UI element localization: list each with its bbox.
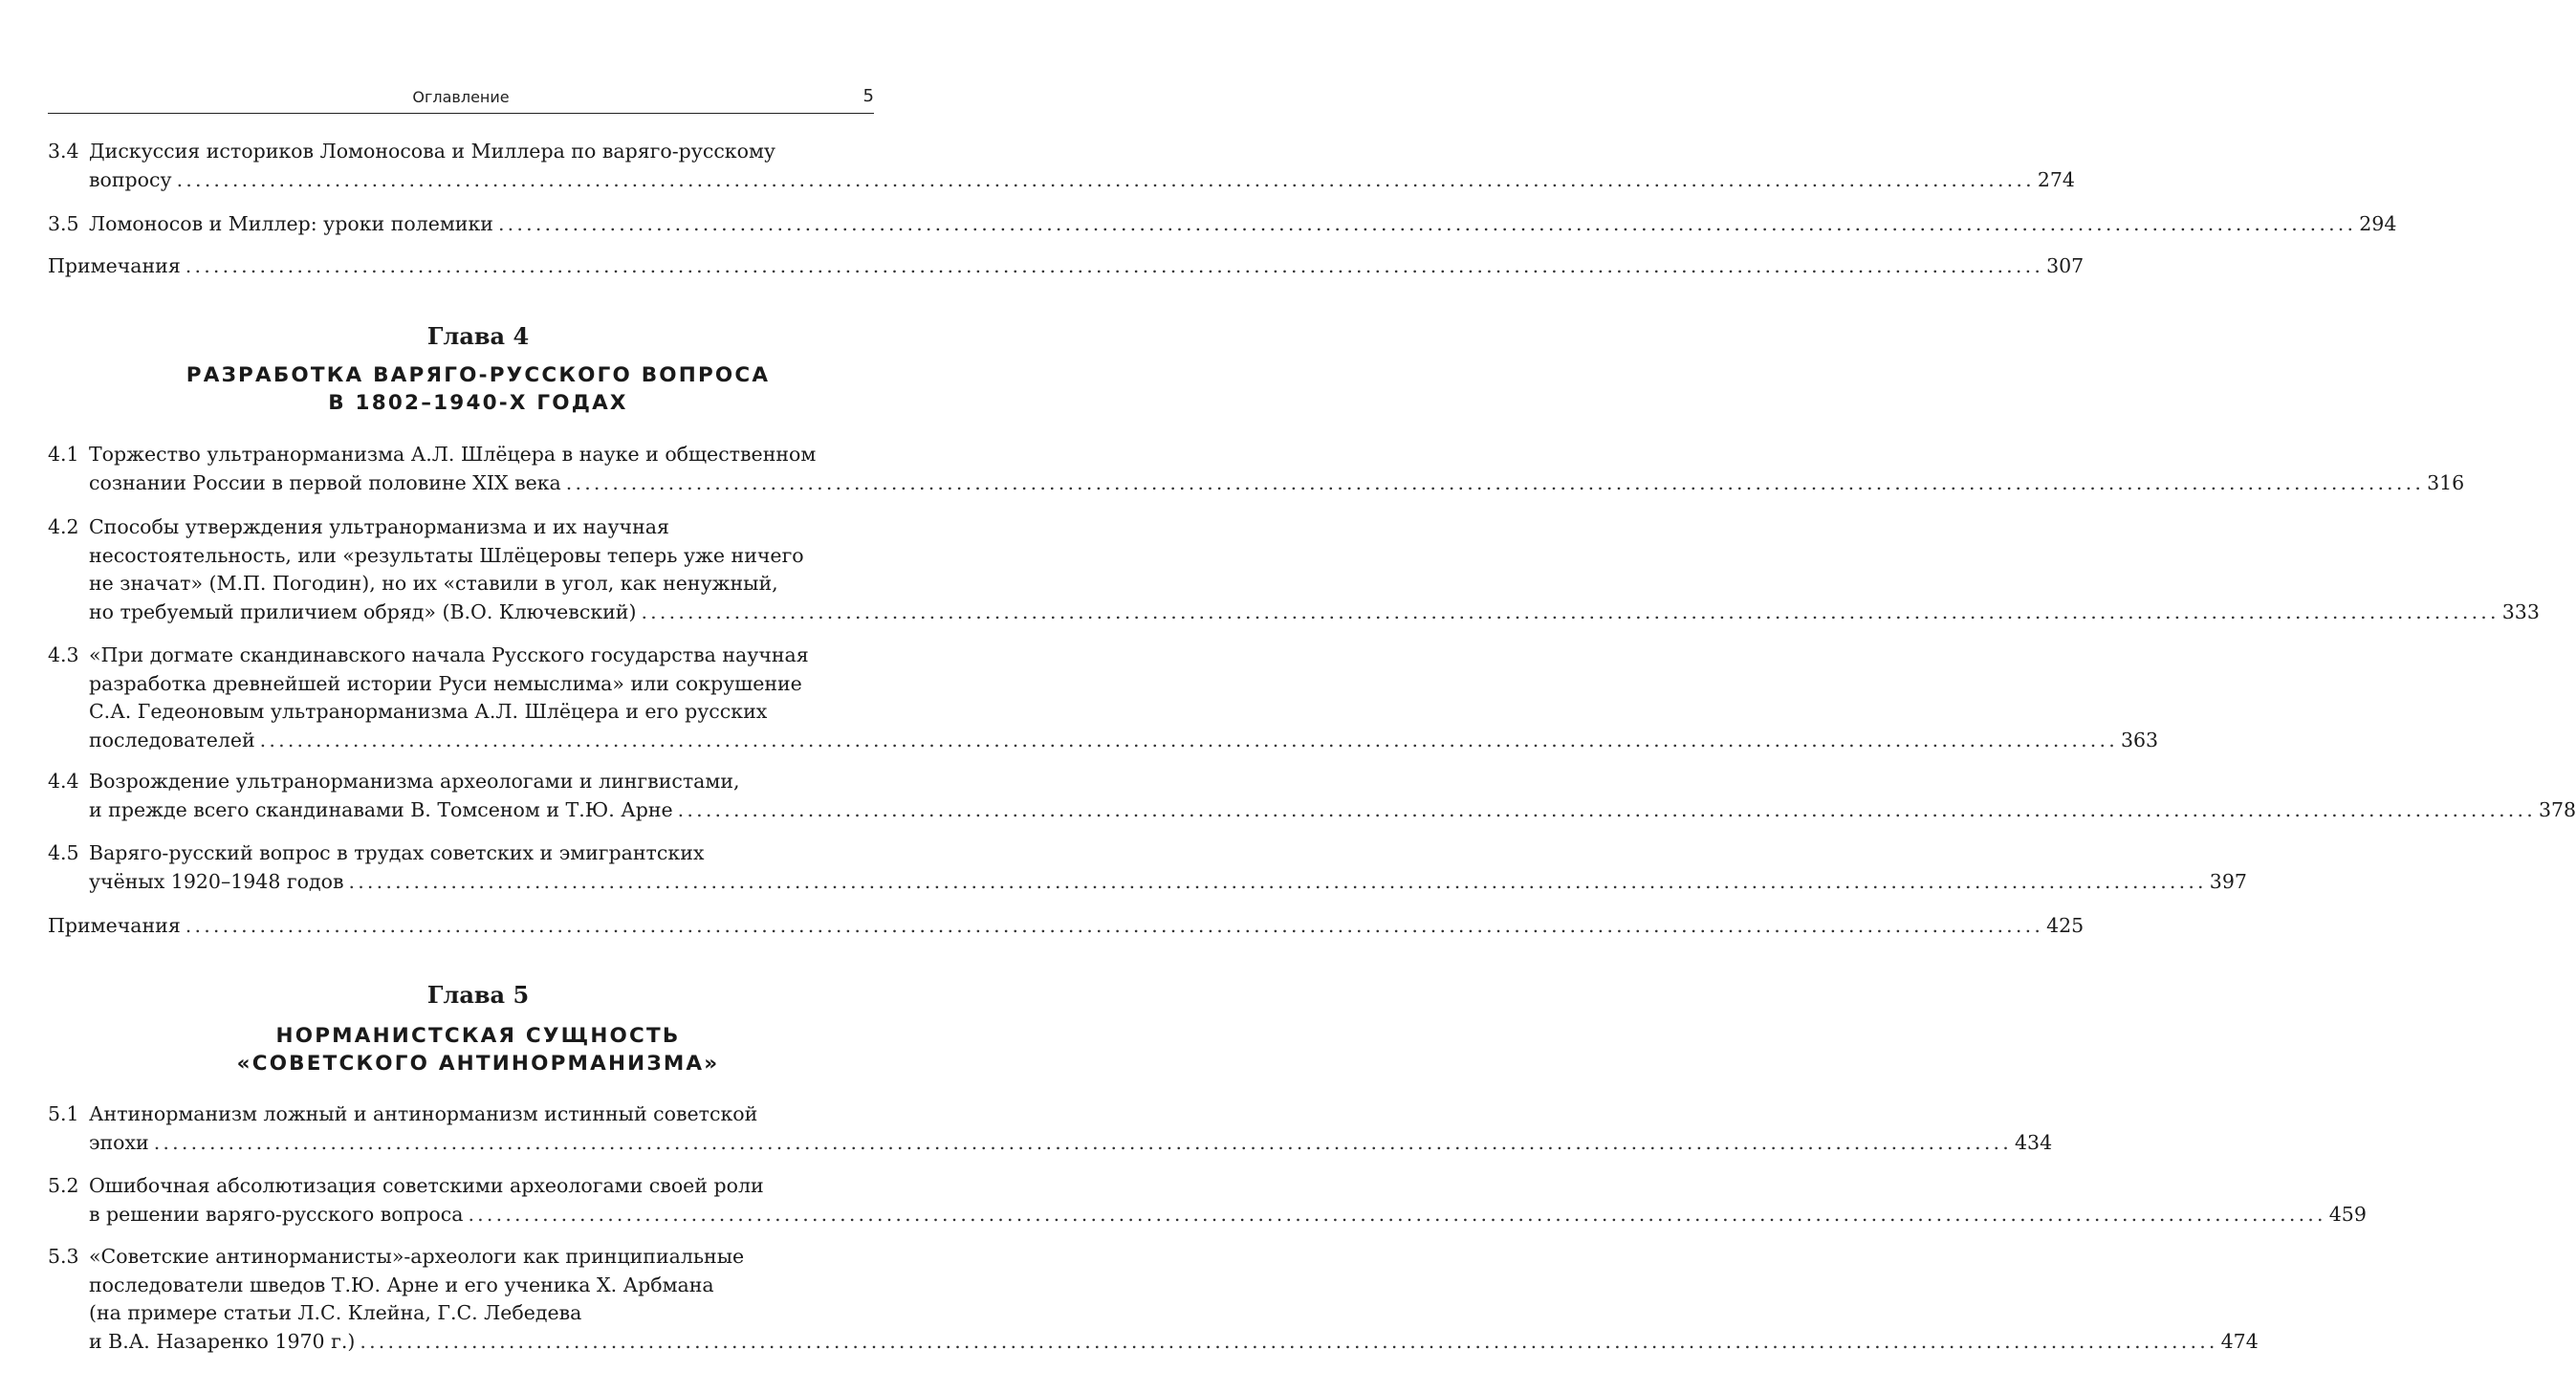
entry-number: 5.3 — [48, 1245, 79, 1268]
dot-leader: ........................................................................................................................................................................................................ — [185, 914, 2044, 937]
chapter-4-title — [0, 361, 956, 417]
running-head-title: Оглавление — [412, 88, 510, 106]
entry-last-line: сознании России в первой половине XIX века — [89, 470, 561, 494]
entry-number: 4.5 — [48, 841, 79, 864]
entry-page: 294 — [2359, 212, 2397, 235]
toc-entry-5-2[interactable] — [48, 1172, 2367, 1229]
dot-leader: ........................................................................................................................................................................................................ — [360, 1329, 2218, 1353]
dot-leader: ........................................................................................................................................................................................................ — [176, 167, 2035, 191]
chapter-title-line: РАЗРАБОТКА ВАРЯГО-РУССКОГО ВОПРОСА — [186, 363, 771, 387]
toc-entry-notes-3[interactable] — [48, 252, 2085, 281]
entry-line: не значат» (М.П. Погодин), но их «ставили в угол, как ненужный, — [89, 572, 778, 595]
chapter-4-label: Глава 4 — [426, 322, 530, 350]
chapter-title-line: В 1802–1940-Х ГОДАХ — [328, 391, 628, 415]
dot-leader: ........................................................................................................................................................................................................ — [185, 254, 2044, 277]
entry-line: «При догмате скандинавского начала Русского государства научная — [89, 643, 809, 666]
toc-entry-4-2[interactable] — [48, 513, 2540, 626]
entry-page: 397 — [2209, 869, 2247, 893]
dot-leader: ........................................................................................................................................................................................................ — [259, 728, 2118, 751]
entry-line: «Советские антинорманисты»-археологи как принципиальные — [89, 1245, 745, 1268]
entry-page: 316 — [2427, 470, 2465, 494]
entry-last-line: но требуемый приличием обряд» (В.О. Ключевский) — [89, 599, 637, 623]
entry-number: 3.5 — [48, 212, 79, 235]
chapter-title-line: НОРМАНИСТСКАЯ СУЩНОСТЬ — [275, 1024, 681, 1048]
entry-line: (на примере статьи Л.С. Клейна, Г.С. Лебедева — [89, 1301, 582, 1324]
entry-line: Дискуссия историков Ломоносова и Миллера по варяго-русскому — [89, 140, 775, 163]
entry-line: Возрождение ультранорманизма археологами и лингвистами, — [89, 770, 740, 793]
dot-leader: ........................................................................................................................................................................................................ — [153, 1130, 2012, 1154]
entry-page: 333 — [2501, 599, 2540, 623]
notes-page: 307 — [2046, 254, 2085, 277]
entry-number: 5.1 — [48, 1102, 79, 1125]
dot-leader: ........................................................................................................................................................................................................ — [348, 869, 2207, 893]
entry-line: Способы утверждения ультранорманизма и их научная — [89, 515, 669, 538]
entry-page: 434 — [2015, 1130, 2053, 1154]
entry-number: 3.4 — [48, 140, 79, 163]
entry-page: 459 — [2328, 1202, 2367, 1226]
entry-line: разработка древнейшей истории Руси немыслима» или сокрушение — [89, 671, 802, 695]
entry-last-line: вопросу — [89, 167, 172, 191]
entry-last-line: и В.А. Назаренко 1970 г.) — [89, 1329, 356, 1353]
toc-entry-notes-4[interactable] — [48, 912, 2085, 941]
entry-number: 4.2 — [48, 515, 79, 538]
entry-line: несостоятельность, или «результаты Шлёцеровы теперь уже ничего — [89, 543, 804, 567]
entry-last-line: учёных 1920–1948 годов — [89, 869, 344, 893]
dot-leader: ........................................................................................................................................................................................................ — [641, 599, 2500, 623]
entry-last-line: Ломоносов и Миллер: уроки полемики — [89, 212, 493, 235]
entry-line: последователи шведов Т.Ю. Арне и его ученика Х. Арбмана — [89, 1273, 714, 1296]
entry-number: 4.1 — [48, 443, 79, 466]
notes-label: Примечания — [48, 254, 181, 277]
toc-entry-4-4[interactable] — [48, 768, 2576, 824]
entry-line: Варяго-русский вопрос в трудах советских и эмигрантских — [89, 841, 705, 864]
entry-last-line: и прежде всего скандинавами В. Томсеном и Т.Ю. Арне — [89, 797, 673, 821]
toc-entry-3-5[interactable] — [48, 210, 2397, 239]
running-head — [48, 84, 874, 114]
notes-page: 425 — [2046, 914, 2085, 937]
dot-leader: ........................................................................................................................................................................................................ — [497, 212, 2357, 235]
entry-last-line: последователей — [89, 728, 255, 751]
entry-last-line: в решении варяго-русского вопроса — [89, 1202, 464, 1226]
entry-page: 274 — [2037, 167, 2075, 191]
entry-page: 378 — [2538, 797, 2576, 821]
entry-number: 5.2 — [48, 1174, 79, 1197]
entry-line: Торжество ультранорманизма А.Л. Шлёцера в науке и общественном — [89, 443, 817, 466]
entry-page: 474 — [2220, 1329, 2259, 1353]
entry-last-line: эпохи — [89, 1130, 149, 1154]
toc-entry-4-3[interactable] — [48, 642, 2159, 754]
dot-leader: ........................................................................................................................................................................................................ — [677, 797, 2536, 821]
entry-line: Ошибочная абсолютизация советскими археологами своей роли — [89, 1174, 764, 1197]
entry-line: Антинорманизм ложный и антинорманизм истинный советской — [89, 1102, 758, 1125]
entry-number: 4.4 — [48, 770, 79, 793]
entry-number: 4.3 — [48, 643, 79, 666]
toc-entry-4-1[interactable] — [48, 441, 2465, 497]
entry-page: 363 — [2120, 728, 2159, 751]
dot-leader: ........................................................................................................................................................................................................ — [468, 1202, 2326, 1226]
chapter-5-title — [0, 1022, 956, 1077]
dot-leader: ........................................................................................................................................................................................................ — [565, 470, 2425, 494]
toc-entry-5-3[interactable] — [48, 1243, 2259, 1356]
entry-line: С.А. Гедеоновым ультранорманизма А.Л. Шлёцера и его русских — [89, 700, 768, 723]
toc-entry-3-4[interactable] — [48, 138, 2075, 194]
notes-label: Примечания — [48, 914, 181, 937]
chapter-5-label: Глава 5 — [426, 981, 530, 1009]
toc-entry-5-1[interactable] — [48, 1100, 2053, 1157]
chapter-title-line: «СОВЕТСКОГО АНТИНОРМАНИЗМА» — [236, 1052, 720, 1076]
toc-entry-4-5[interactable] — [48, 839, 2247, 896]
page-number: 5 — [862, 86, 874, 106]
